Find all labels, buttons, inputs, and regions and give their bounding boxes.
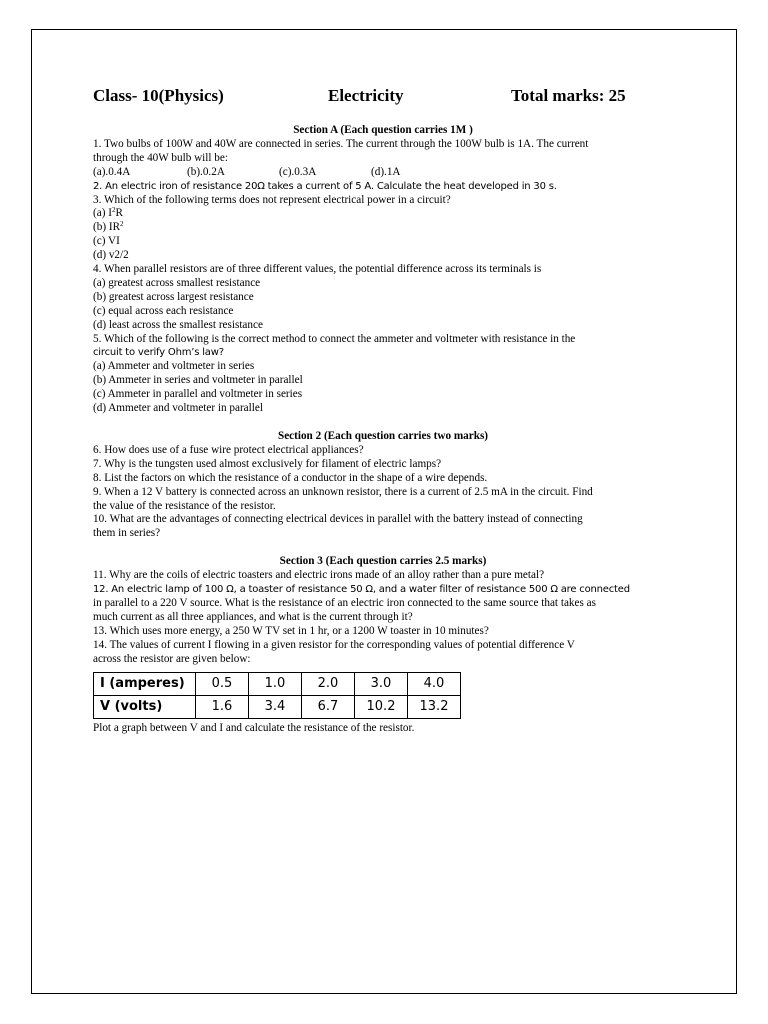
- q1-option-d: (d).1A: [371, 165, 401, 178]
- table-cell: 6.7: [302, 695, 355, 718]
- row-label-current: I (amperes): [94, 672, 196, 695]
- question-3-stem: 3. Which of the following terms does not represent electrical power in a circuit?: [93, 193, 451, 206]
- table-cell: 13.2: [408, 695, 461, 718]
- q3-option-b-text: (b) IR: [93, 221, 121, 234]
- q4-option-a: (a) greatest across smallest resistance: [93, 276, 261, 289]
- question-14-instruction: Plot a graph between V and I and calculate the resistance of the resistor.: [93, 721, 415, 734]
- table-cell: 1.0: [249, 672, 302, 695]
- question-12-line-3: much current as all three appliances, and what is the current through it?: [93, 610, 413, 623]
- table-cell: 3.4: [249, 695, 302, 718]
- question-5-line-2: circuit to verify Ohm’s law?: [93, 347, 224, 359]
- question-7: 7. Why is the tungsten used almost exclusively for filament of electric lamps?: [93, 457, 442, 470]
- row-label-voltage: V (volts): [94, 695, 196, 718]
- question-4-stem: 4. When parallel resistors are of three different values, the potential difference across its terminals is: [93, 263, 542, 276]
- total-marks: Total marks: 25: [511, 86, 626, 105]
- q5-option-c: (c) Ammeter in parallel and voltmeter in series: [93, 388, 303, 401]
- q4-option-d: (d) least across the smallest resistance: [93, 318, 263, 331]
- worksheet-header: [93, 86, 653, 110]
- q3-option-a-exponent: 2: [111, 206, 116, 215]
- question-6: 6. How does use of a fuse wire protect electrical appliances?: [93, 443, 364, 456]
- table-cell: 0.5: [196, 672, 249, 695]
- class-label: Class- 10(Physics): [93, 86, 224, 105]
- question-12-line-2: in parallel to a 220 V source. What is the resistance of an electric iron connected to the same source that takes as: [93, 596, 596, 609]
- section-3-title: Section 3 (Each question carries 2.5 marks): [279, 555, 487, 568]
- question-12-line-1: 12. An electric lamp of 100 Ω, a toaster of resistance 50 Ω, and a water filter of resistance 500 Ω are connected: [93, 584, 630, 596]
- current-voltage-table: [93, 672, 461, 719]
- subject-title: Electricity: [328, 86, 404, 105]
- q3-option-a: [93, 207, 673, 221]
- question-5-line-1: 5. Which of the following is the correct method to connect the ammeter and voltmeter with resistance in the: [93, 332, 576, 345]
- q3-option-d: (d) v2/2: [93, 249, 129, 262]
- q5-option-b: (b) Ammeter in series and voltmeter in parallel: [93, 374, 303, 387]
- q5-option-a: (a) Ammeter and voltmeter in series: [93, 360, 255, 373]
- question-13: 13. Which uses more energy, a 250 W TV set in 1 hr, or a 1200 W toaster in 10 minutes?: [93, 624, 489, 637]
- q1-option-c: (c).0.3A: [279, 165, 317, 178]
- question-9-line-2: the value of the resistance of the resistor.: [93, 499, 276, 512]
- question-paper: [93, 124, 673, 735]
- question-1-line-1: 1. Two bulbs of 100W and 40W are connected in series. The current through the 100W bulb is 1A. The current: [93, 137, 589, 150]
- question-1-options: [93, 166, 673, 180]
- q3-option-a-text: (a) I: [93, 207, 112, 220]
- question-8: 8. List the factors on which the resistance of a conductor in the shape of a wire depends.: [93, 471, 488, 484]
- section-2-title: Section 2 (Each question carries two marks): [277, 430, 489, 443]
- table-cell: 1.6: [196, 695, 249, 718]
- q3-option-b-exponent: 2: [120, 220, 124, 229]
- q1-option-b: (b).0.2A: [187, 165, 225, 178]
- table-cell: 2.0: [302, 672, 355, 695]
- q3-option-a-suffix: R: [115, 207, 123, 220]
- question-14-line-1: 14. The values of current I flowing in a given resistor for the corresponding values of potential difference V: [93, 638, 575, 651]
- question-2: 2. An electric iron of resistance 20Ω takes a current of 5 A. Calculate the heat developed in 30 s.: [93, 180, 557, 192]
- q3-option-b: [93, 221, 673, 235]
- q1-option-a: (a).0.4A: [93, 165, 131, 178]
- table-cell: 10.2: [355, 695, 408, 718]
- question-10-line-2: them in series?: [93, 527, 161, 540]
- question-10-line-1: 10. What are the advantages of connecting electrical devices in parallel with the battery instead of connecting: [93, 513, 583, 526]
- table-row: [94, 695, 461, 718]
- question-1-line-2: through the 40W bulb will be:: [93, 151, 228, 164]
- question-11: 11. Why are the coils of electric toasters and electric irons made of an alloy rather than a pure metal?: [93, 569, 545, 582]
- table-cell: 4.0: [408, 672, 461, 695]
- table-cell: 3.0: [355, 672, 408, 695]
- q4-option-c: (c) equal across each resistance: [93, 304, 234, 317]
- table-row: [94, 672, 461, 695]
- section-a-title: Section A (Each question carries 1M ): [293, 124, 473, 136]
- question-14-line-2: across the resistor are given below:: [93, 652, 251, 665]
- question-9-line-1: 9. When a 12 V battery is connected across an unknown resistor, there is a current of 2.5 mA in the circuit. Find: [93, 485, 593, 498]
- q3-option-c: (c) VI: [93, 235, 120, 248]
- q5-option-d: (d) Ammeter and voltmeter in parallel: [93, 402, 263, 415]
- q4-option-b: (b) greatest across largest resistance: [93, 290, 254, 303]
